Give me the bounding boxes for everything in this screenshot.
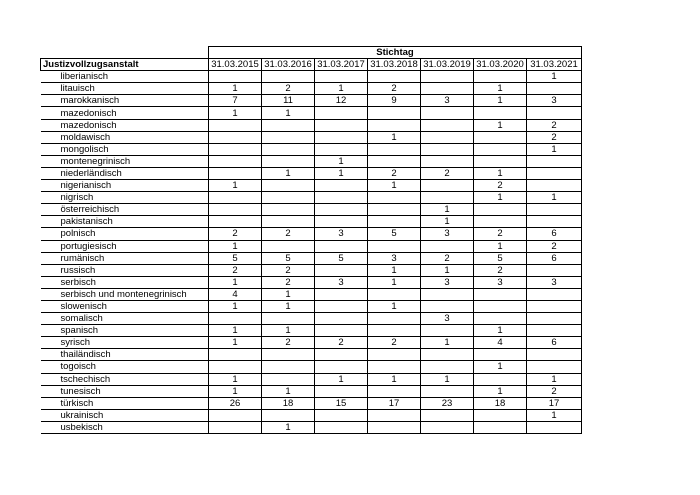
count-cell: 1 xyxy=(368,131,421,143)
count-cell: 1 xyxy=(209,385,262,397)
count-cell xyxy=(209,204,262,216)
date-header: 31.03.2016 xyxy=(262,59,315,71)
count-cell: 5 xyxy=(315,252,368,264)
nationality-label: russisch xyxy=(41,264,209,276)
count-cell xyxy=(262,143,315,155)
nationality-label: türkisch xyxy=(41,397,209,409)
count-cell: 1 xyxy=(474,83,527,95)
table-row xyxy=(41,192,582,204)
count-cell xyxy=(262,216,315,228)
count-cell xyxy=(421,131,474,143)
count-cell xyxy=(368,288,421,300)
count-cell xyxy=(209,421,262,433)
nationality-label: mongolisch xyxy=(41,143,209,155)
header-corner xyxy=(41,47,209,59)
count-cell xyxy=(315,240,368,252)
count-cell xyxy=(368,361,421,373)
count-cell xyxy=(262,361,315,373)
count-cell xyxy=(315,421,368,433)
count-cell xyxy=(368,143,421,155)
count-cell xyxy=(209,361,262,373)
count-cell: 2 xyxy=(421,252,474,264)
count-cell xyxy=(421,288,474,300)
count-cell: 3 xyxy=(527,95,582,107)
count-cell: 3 xyxy=(421,276,474,288)
count-cell: 1 xyxy=(421,337,474,349)
count-cell: 1 xyxy=(368,373,421,385)
count-cell: 2 xyxy=(474,180,527,192)
nationality-label: portugiesisch xyxy=(41,240,209,252)
count-cell: 1 xyxy=(209,373,262,385)
table-row xyxy=(41,421,582,433)
table-row xyxy=(41,361,582,373)
count-cell xyxy=(262,155,315,167)
count-cell xyxy=(262,204,315,216)
count-cell xyxy=(315,119,368,131)
count-cell: 2 xyxy=(527,240,582,252)
count-cell: 1 xyxy=(262,300,315,312)
nationality-label: spanisch xyxy=(41,325,209,337)
count-cell xyxy=(315,385,368,397)
nationality-label: polnisch xyxy=(41,228,209,240)
count-cell xyxy=(474,204,527,216)
count-cell: 5 xyxy=(368,228,421,240)
count-cell xyxy=(421,155,474,167)
count-cell xyxy=(368,349,421,361)
count-cell xyxy=(209,71,262,83)
table-row xyxy=(41,155,582,167)
count-cell xyxy=(474,155,527,167)
count-cell xyxy=(368,107,421,119)
count-cell xyxy=(474,216,527,228)
count-cell: 12 xyxy=(315,95,368,107)
count-cell: 2 xyxy=(262,228,315,240)
count-cell xyxy=(421,409,474,421)
count-cell xyxy=(527,349,582,361)
count-cell: 1 xyxy=(474,325,527,337)
count-cell xyxy=(315,409,368,421)
count-cell xyxy=(421,71,474,83)
count-cell xyxy=(209,409,262,421)
count-cell xyxy=(368,240,421,252)
table-row xyxy=(41,71,582,83)
nationality-label: montenegrinisch xyxy=(41,155,209,167)
count-cell: 2 xyxy=(368,83,421,95)
count-cell: 5 xyxy=(262,252,315,264)
nationality-label: ukrainisch xyxy=(41,409,209,421)
count-cell xyxy=(421,192,474,204)
count-cell: 17 xyxy=(368,397,421,409)
count-cell xyxy=(315,216,368,228)
count-cell xyxy=(527,361,582,373)
count-cell xyxy=(368,409,421,421)
count-cell xyxy=(527,83,582,95)
count-cell: 23 xyxy=(421,397,474,409)
count-cell: 3 xyxy=(368,252,421,264)
count-cell xyxy=(315,71,368,83)
count-cell xyxy=(209,216,262,228)
count-cell xyxy=(527,288,582,300)
count-cell xyxy=(262,131,315,143)
count-cell xyxy=(315,264,368,276)
count-cell: 1 xyxy=(262,288,315,300)
count-cell xyxy=(474,421,527,433)
count-cell: 3 xyxy=(315,276,368,288)
count-cell: 9 xyxy=(368,95,421,107)
count-cell: 2 xyxy=(262,276,315,288)
nationality-label: rumänisch xyxy=(41,252,209,264)
count-cell: 1 xyxy=(209,325,262,337)
table-row xyxy=(41,313,582,325)
count-cell: 1 xyxy=(474,167,527,179)
date-header: 31.03.2020 xyxy=(474,59,527,71)
count-cell: 6 xyxy=(527,252,582,264)
row-header-label: Justizvollzugsanstalt xyxy=(41,59,209,71)
nationality-label: niederländisch xyxy=(41,167,209,179)
table-row xyxy=(41,107,582,119)
count-cell xyxy=(474,373,527,385)
nationality-label: togoisch xyxy=(41,361,209,373)
table-row xyxy=(41,216,582,228)
count-cell xyxy=(262,409,315,421)
count-cell: 1 xyxy=(527,192,582,204)
count-cell xyxy=(527,313,582,325)
nationality-label: serbisch und montenegrinisch xyxy=(41,288,209,300)
count-cell: 1 xyxy=(209,83,262,95)
nationality-label: tunesisch xyxy=(41,385,209,397)
count-cell xyxy=(209,155,262,167)
count-cell xyxy=(527,155,582,167)
date-header: 31.03.2015 xyxy=(209,59,262,71)
count-cell xyxy=(368,204,421,216)
count-cell xyxy=(209,119,262,131)
count-cell xyxy=(262,192,315,204)
date-header: 31.03.2019 xyxy=(421,59,474,71)
nationality-table xyxy=(40,46,582,434)
count-cell: 1 xyxy=(421,373,474,385)
count-cell: 2 xyxy=(527,131,582,143)
table-row xyxy=(41,180,582,192)
count-cell xyxy=(368,385,421,397)
count-cell: 18 xyxy=(262,397,315,409)
count-cell xyxy=(368,216,421,228)
count-cell xyxy=(474,143,527,155)
count-cell xyxy=(262,119,315,131)
count-cell: 3 xyxy=(421,95,474,107)
count-cell xyxy=(315,143,368,155)
count-cell xyxy=(209,143,262,155)
date-header: 31.03.2018 xyxy=(368,59,421,71)
table-row xyxy=(41,131,582,143)
count-cell: 1 xyxy=(474,192,527,204)
count-cell: 18 xyxy=(474,397,527,409)
count-cell xyxy=(315,300,368,312)
table-row xyxy=(41,373,582,385)
count-cell: 1 xyxy=(527,409,582,421)
nationality-label: liberianisch xyxy=(41,71,209,83)
count-cell xyxy=(315,204,368,216)
nationality-label: syrisch xyxy=(41,337,209,349)
count-cell xyxy=(368,313,421,325)
count-cell xyxy=(527,325,582,337)
count-cell xyxy=(474,288,527,300)
count-cell: 1 xyxy=(368,300,421,312)
count-cell: 1 xyxy=(474,119,527,131)
table-row xyxy=(41,83,582,95)
count-cell: 3 xyxy=(315,228,368,240)
count-cell: 2 xyxy=(474,228,527,240)
table-row xyxy=(41,288,582,300)
count-cell xyxy=(315,361,368,373)
nationality-label: mazedonisch xyxy=(41,107,209,119)
count-cell xyxy=(209,192,262,204)
count-cell xyxy=(421,300,474,312)
count-cell: 2 xyxy=(209,228,262,240)
count-cell xyxy=(315,325,368,337)
nationality-label: somalisch xyxy=(41,313,209,325)
count-cell: 2 xyxy=(262,264,315,276)
count-cell xyxy=(368,155,421,167)
count-cell: 2 xyxy=(368,167,421,179)
table-row xyxy=(41,409,582,421)
count-cell: 2 xyxy=(474,264,527,276)
count-cell: 1 xyxy=(262,325,315,337)
count-cell xyxy=(474,349,527,361)
count-cell xyxy=(474,409,527,421)
count-cell xyxy=(368,421,421,433)
count-cell xyxy=(527,421,582,433)
count-cell: 1 xyxy=(421,216,474,228)
table-body xyxy=(41,71,582,434)
count-cell: 7 xyxy=(209,95,262,107)
count-cell xyxy=(527,264,582,276)
table-row xyxy=(41,143,582,155)
count-cell xyxy=(315,192,368,204)
count-cell: 1 xyxy=(527,143,582,155)
count-cell: 2 xyxy=(368,337,421,349)
count-cell: 2 xyxy=(209,264,262,276)
count-cell xyxy=(474,300,527,312)
nationality-label: litauisch xyxy=(41,83,209,95)
table-row xyxy=(41,349,582,361)
table-row xyxy=(41,385,582,397)
nationality-label: österreichisch xyxy=(41,204,209,216)
count-cell xyxy=(368,192,421,204)
count-cell xyxy=(527,216,582,228)
nationality-label: marokkanisch xyxy=(41,95,209,107)
count-cell: 1 xyxy=(315,83,368,95)
count-cell xyxy=(421,240,474,252)
count-cell: 6 xyxy=(527,337,582,349)
count-cell xyxy=(315,107,368,119)
nationality-label: mazedonisch xyxy=(41,119,209,131)
count-cell xyxy=(421,180,474,192)
nationality-label: thailändisch xyxy=(41,349,209,361)
stichtag-header: Stichtag xyxy=(209,47,582,59)
count-cell: 1 xyxy=(262,385,315,397)
table-row xyxy=(41,95,582,107)
count-cell xyxy=(421,361,474,373)
count-cell: 1 xyxy=(368,264,421,276)
count-cell xyxy=(421,325,474,337)
count-cell xyxy=(421,107,474,119)
count-cell xyxy=(474,131,527,143)
count-cell xyxy=(262,180,315,192)
count-cell xyxy=(209,131,262,143)
count-cell: 3 xyxy=(421,313,474,325)
count-cell: 1 xyxy=(474,240,527,252)
count-cell: 6 xyxy=(527,228,582,240)
nationality-label: nigrisch xyxy=(41,192,209,204)
nationality-label: slowenisch xyxy=(41,300,209,312)
count-cell xyxy=(527,300,582,312)
count-cell xyxy=(262,240,315,252)
count-cell: 4 xyxy=(209,288,262,300)
count-cell: 1 xyxy=(421,204,474,216)
count-cell xyxy=(474,313,527,325)
count-cell: 15 xyxy=(315,397,368,409)
count-cell: 1 xyxy=(209,337,262,349)
group-header-row xyxy=(41,47,582,59)
count-cell: 1 xyxy=(368,276,421,288)
count-cell: 1 xyxy=(262,107,315,119)
count-cell xyxy=(527,180,582,192)
date-header: 31.03.2017 xyxy=(315,59,368,71)
count-cell: 2 xyxy=(527,119,582,131)
nationality-label: tschechisch xyxy=(41,373,209,385)
table-row xyxy=(41,228,582,240)
count-cell xyxy=(474,107,527,119)
count-cell xyxy=(262,349,315,361)
count-cell: 1 xyxy=(315,167,368,179)
date-header: 31.03.2021 xyxy=(527,59,582,71)
count-cell: 1 xyxy=(527,373,582,385)
count-cell: 1 xyxy=(315,373,368,385)
nationality-label: pakistanisch xyxy=(41,216,209,228)
count-cell xyxy=(315,131,368,143)
table-row xyxy=(41,252,582,264)
count-cell xyxy=(209,349,262,361)
count-cell xyxy=(368,325,421,337)
count-cell: 26 xyxy=(209,397,262,409)
count-cell: 1 xyxy=(315,155,368,167)
count-cell xyxy=(209,313,262,325)
table-row xyxy=(41,325,582,337)
count-cell xyxy=(421,143,474,155)
count-cell xyxy=(262,373,315,385)
count-cell xyxy=(421,119,474,131)
count-cell: 3 xyxy=(474,276,527,288)
table-row xyxy=(41,240,582,252)
count-cell: 3 xyxy=(421,228,474,240)
table-row xyxy=(41,276,582,288)
count-cell xyxy=(527,107,582,119)
count-cell: 5 xyxy=(209,252,262,264)
table-row xyxy=(41,337,582,349)
count-cell: 2 xyxy=(262,83,315,95)
table-row xyxy=(41,119,582,131)
count-cell xyxy=(368,71,421,83)
count-cell: 1 xyxy=(209,300,262,312)
count-cell: 1 xyxy=(421,264,474,276)
nationality-label: nigerianisch xyxy=(41,180,209,192)
count-cell xyxy=(527,167,582,179)
column-header-row xyxy=(41,59,582,71)
count-cell xyxy=(262,71,315,83)
count-cell xyxy=(262,313,315,325)
count-cell xyxy=(315,349,368,361)
count-cell xyxy=(474,71,527,83)
count-cell: 2 xyxy=(315,337,368,349)
count-cell: 3 xyxy=(527,276,582,288)
table-row xyxy=(41,397,582,409)
count-cell xyxy=(315,313,368,325)
table-row xyxy=(41,300,582,312)
nationality-label: moldawisch xyxy=(41,131,209,143)
count-cell: 1 xyxy=(262,421,315,433)
count-cell xyxy=(421,83,474,95)
count-cell: 1 xyxy=(209,107,262,119)
nationality-label: usbekisch xyxy=(41,421,209,433)
nationality-label: serbisch xyxy=(41,276,209,288)
count-cell: 1 xyxy=(474,385,527,397)
count-cell xyxy=(421,349,474,361)
count-cell xyxy=(209,167,262,179)
count-cell: 2 xyxy=(527,385,582,397)
count-cell xyxy=(368,119,421,131)
count-cell xyxy=(421,385,474,397)
count-cell: 1 xyxy=(527,71,582,83)
count-cell: 1 xyxy=(368,180,421,192)
count-cell xyxy=(315,180,368,192)
count-cell: 4 xyxy=(474,337,527,349)
count-cell: 2 xyxy=(421,167,474,179)
count-cell: 2 xyxy=(262,337,315,349)
count-cell: 1 xyxy=(262,167,315,179)
table-row xyxy=(41,204,582,216)
count-cell: 1 xyxy=(209,180,262,192)
count-cell xyxy=(421,421,474,433)
count-cell xyxy=(315,288,368,300)
count-cell: 1 xyxy=(209,276,262,288)
count-cell: 17 xyxy=(527,397,582,409)
table-row xyxy=(41,264,582,276)
count-cell: 5 xyxy=(474,252,527,264)
count-cell: 1 xyxy=(474,95,527,107)
count-cell: 11 xyxy=(262,95,315,107)
count-cell: 1 xyxy=(209,240,262,252)
table-row xyxy=(41,167,582,179)
count-cell xyxy=(527,204,582,216)
count-cell: 1 xyxy=(474,361,527,373)
